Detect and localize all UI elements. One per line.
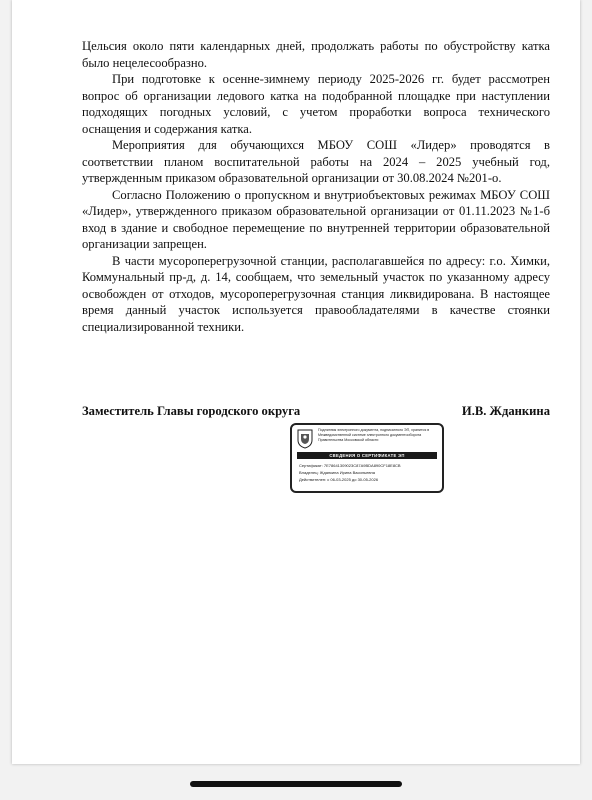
certificate-owner: Владелец: Жданкина Ирина Васильевна	[299, 470, 375, 475]
paragraph: Согласно Положению о пропускном и внутриобъектовых режимах МБОУ СОШ «Лидер», утвержденного приказом образовательной организации от 01.11.2023 №1-б вход в здание и свободное перемещение по внутренней территории образовательной организации запрещен.	[82, 187, 550, 251]
certificate-number: Сертификат: 7E78641309023C87A9BDA890CF18E8CB	[299, 463, 401, 468]
signatory-title: Заместитель Главы городского округа	[82, 404, 301, 418]
paragraph: Мероприятия для обучающихся МБОУ СОШ «Лидер» проводятся в соответствии планом воспитательной работы на 2024 – 2025 учебный год, утвержденным приказом образовательной организации от 30.08.2024 №201-о.	[82, 138, 550, 185]
e-signature-stamp	[290, 423, 444, 493]
stamp-header: СВЕДЕНИЯ О СЕРТИФИКАТЕ ЭП	[297, 452, 437, 459]
signatory-name: И.В. Жданкина	[461, 404, 550, 418]
document-page	[12, 0, 580, 764]
paragraph: В части мусороперегрузочной станции, располагавшейся по адресу: г.о. Химки, Коммунальный пр-д, д. 14, сообщаем, что земельный участок по указанному адресу освобожден от отходов, мусороперегрузочная станция ликвидирована. В настоящее время данный участок используется правообладателями в качестве стоянки специализированной техники.	[82, 253, 550, 334]
document-body	[82, 38, 550, 335]
certificate-validity: Действителен: с 06-03-2025 до 30-05-2026	[299, 477, 379, 482]
home-indicator[interactable]	[190, 781, 402, 787]
stamp-notice: Подлинник электронного документа, подписанного ЭП, хранится в Межведомственной системе электронного документооборота Правительства Московской области	[318, 428, 430, 442]
coat-of-arms-icon	[297, 429, 313, 449]
paragraph: При подготовке к осенне-зимнему периоду 2025-2026 гг. будет рассмотрен вопрос об организации ледового катка на подобранной площадке при наступлении подходящих погодных условий, с учетом проработки вопроса технического оснащения и содержания катка.	[82, 72, 550, 136]
paragraph: Цельсия около пяти календарных дней, продолжать работы по обустройству катка было нецелесообразно.	[82, 39, 550, 70]
